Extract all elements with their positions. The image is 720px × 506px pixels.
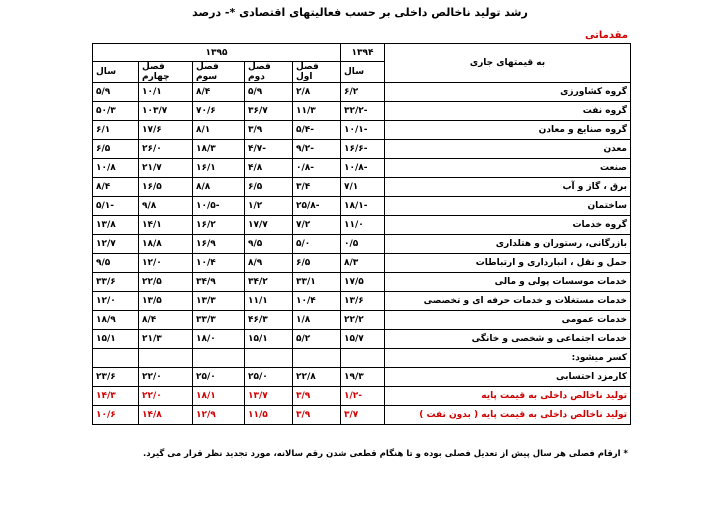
value-cell: ۲۱/۷ <box>139 159 193 178</box>
value-cell: ۸/۹ <box>245 254 293 273</box>
value-cell: -۱۸/۱ <box>341 197 385 216</box>
value-cell: -۱۰/۵ <box>193 197 245 216</box>
table-row <box>93 368 631 387</box>
table-row <box>93 83 631 102</box>
value-cell: ۵/۲ <box>293 330 341 349</box>
header-1394-year: سال <box>341 62 385 83</box>
value-cell: ۱۸/۱ <box>193 387 245 406</box>
value-cell: ۳۳/۶ <box>93 273 139 292</box>
table-row <box>93 406 631 425</box>
value-cell: -۵/۱ <box>93 197 139 216</box>
value-cell: ۱/۸ <box>293 311 341 330</box>
value-cell: ۶/۱ <box>93 121 139 140</box>
table-row <box>93 254 631 273</box>
value-cell: ۳۴/۲ <box>245 273 293 292</box>
value-cell: ۱۳/۷ <box>245 387 293 406</box>
value-cell: ۱۸/۸ <box>139 235 193 254</box>
value-cell: -۱۰/۱ <box>341 121 385 140</box>
value-cell: ۱۵/۱ <box>93 330 139 349</box>
value-cell: ۱۲/۰ <box>139 254 193 273</box>
value-cell: -۱۶/۶ <box>341 140 385 159</box>
value-cell: ۳/۹ <box>293 406 341 425</box>
value-cell: ۲۶/۰ <box>139 140 193 159</box>
value-cell: ۱۹/۳ <box>341 368 385 387</box>
value-cell: ۶/۵ <box>93 140 139 159</box>
value-cell: ۳۴/۹ <box>193 273 245 292</box>
value-cell: ۱۷/۵ <box>341 273 385 292</box>
header-row-label: به قیمتهای جاری <box>385 44 631 83</box>
value-cell: ۲۲/۰ <box>139 387 193 406</box>
row-label: کسر میشود: <box>385 349 631 368</box>
table-row <box>93 273 631 292</box>
value-cell: ۱۰/۱ <box>139 83 193 102</box>
value-cell: ۹/۵ <box>93 254 139 273</box>
row-label: خدمات اجتماعی و شخصی و خانگی <box>385 330 631 349</box>
value-cell: ۴/۸ <box>245 159 293 178</box>
row-label: حمل و نقل ، انبارداری و ارتباطات <box>385 254 631 273</box>
value-cell: -۴/۷ <box>245 140 293 159</box>
value-cell: ۱۷/۶ <box>139 121 193 140</box>
value-cell: ۲۳/۶ <box>93 368 139 387</box>
value-cell: ۱۰/۶ <box>93 406 139 425</box>
value-cell: ۷۰/۶ <box>193 102 245 121</box>
value-cell: ۱۵/۷ <box>341 330 385 349</box>
value-cell: ۱۶/۹ <box>193 235 245 254</box>
header-q3: فصل سوم <box>193 62 245 83</box>
value-cell: ۴۶/۳ <box>245 311 293 330</box>
preliminary-label: مقدماتی <box>585 30 628 41</box>
table-row <box>93 178 631 197</box>
value-cell: ۲۵/۰ <box>193 368 245 387</box>
row-label: خدمات مستغلات و خدمات حرفه ای و تخصصی <box>385 292 631 311</box>
table-row <box>93 235 631 254</box>
value-cell <box>293 349 341 368</box>
value-cell: ۱۷/۷ <box>245 216 293 235</box>
value-cell: ۱۰/۴ <box>293 292 341 311</box>
value-cell: ۵۰/۳ <box>93 102 139 121</box>
header-q1: فصل اول <box>293 62 341 83</box>
page-title: رشد تولید ناخالص داخلی بر حسب فعالیتهای اقتصادی *- درصد <box>192 6 528 19</box>
value-cell: ۲۵/۰ <box>245 368 293 387</box>
value-cell: ۱۳/۳ <box>193 292 245 311</box>
value-cell: ۷/۱ <box>341 178 385 197</box>
value-cell: -۵/۴ <box>293 121 341 140</box>
value-cell: ۱۴/۳ <box>93 387 139 406</box>
value-cell: ۶/۵ <box>293 254 341 273</box>
value-cell: ۱۱/۰ <box>341 216 385 235</box>
value-cell: ۳/۹ <box>293 387 341 406</box>
value-cell: ۱۵/۱ <box>245 330 293 349</box>
value-cell: ۱۲/۷ <box>93 235 139 254</box>
value-cell: ۵/۰ <box>293 235 341 254</box>
row-label: صنعت <box>385 159 631 178</box>
value-cell: ۳/۴ <box>293 178 341 197</box>
row-label: برق ، گاز و آب <box>385 178 631 197</box>
value-cell: ۶/۵ <box>245 178 293 197</box>
value-cell: ۱۶/۱ <box>193 159 245 178</box>
value-cell: ۱۴/۱ <box>139 216 193 235</box>
value-cell: ۸/۸ <box>193 178 245 197</box>
header-year-1394: ۱۳۹۴ <box>341 44 385 62</box>
value-cell: ۱۸/۹ <box>93 311 139 330</box>
value-cell: ۱/۲ <box>245 197 293 216</box>
table-row <box>93 216 631 235</box>
value-cell: ۸/۱ <box>193 121 245 140</box>
value-cell: ۸/۳ <box>341 254 385 273</box>
row-label: گروه نفت <box>385 102 631 121</box>
value-cell: ۳/۷ <box>341 406 385 425</box>
value-cell: ۱۸/۰ <box>193 330 245 349</box>
table-row <box>93 311 631 330</box>
gdp-growth-table <box>92 43 631 425</box>
table-row <box>93 121 631 140</box>
value-cell: ۸/۴ <box>193 83 245 102</box>
header-q2: فصل دوم <box>245 62 293 83</box>
value-cell: -۰/۸ <box>293 159 341 178</box>
row-label: گروه کشاورزی <box>385 83 631 102</box>
value-cell: ۱۱/۱ <box>245 292 293 311</box>
value-cell: ۲۲/۰ <box>139 368 193 387</box>
value-cell: ۰/۵ <box>341 235 385 254</box>
value-cell: -۱/۲ <box>341 387 385 406</box>
value-cell: ۱۴/۸ <box>139 406 193 425</box>
value-cell: ۳۳/۳ <box>193 311 245 330</box>
value-cell: ۲۲/۸ <box>293 368 341 387</box>
value-cell: ۱۳/۵ <box>139 292 193 311</box>
value-cell: ۱۶/۵ <box>139 178 193 197</box>
table-row <box>93 159 631 178</box>
row-label: تولید ناخالص داخلی به قیمت پایه <box>385 387 631 406</box>
row-label: تولید ناخالص داخلی به قیمت پایه ( بدون نفت ) <box>385 406 631 425</box>
value-cell: ۱۳/۶ <box>341 292 385 311</box>
value-cell <box>341 349 385 368</box>
row-label: خدمات عمومی <box>385 311 631 330</box>
value-cell: ۱۸/۳ <box>193 140 245 159</box>
table-row <box>93 330 631 349</box>
row-label: بازرگانی، رستوران و هتلداری <box>385 235 631 254</box>
value-cell: ۱۲/۹ <box>193 406 245 425</box>
value-cell: -۹/۲ <box>293 140 341 159</box>
row-label: گروه صنایع و معادن <box>385 121 631 140</box>
footnote: * ارقام فصلی هر سال پیش از تعدیل فصلی بوده و تا هنگام قطعی شدن رقم سالانه، مورد تجدید نظر قرار می گیرد. <box>142 449 628 459</box>
value-cell: ۱۳/۸ <box>93 216 139 235</box>
value-cell: ۱۱/۳ <box>293 102 341 121</box>
row-label: کارمزد احتسابی <box>385 368 631 387</box>
value-cell: ۱۲/۰ <box>93 292 139 311</box>
value-cell: ۲۱/۳ <box>139 330 193 349</box>
value-cell <box>245 349 293 368</box>
value-cell: ۲۲/۲ <box>341 311 385 330</box>
value-cell: ۱۰/۴ <box>193 254 245 273</box>
value-cell: -۱۰/۸ <box>341 159 385 178</box>
value-cell: ۳۳/۱ <box>293 273 341 292</box>
header-1395-year: سال <box>93 62 139 83</box>
value-cell: ۹/۵ <box>245 235 293 254</box>
value-cell <box>193 349 245 368</box>
value-cell: ۳۶/۷ <box>245 102 293 121</box>
table-row <box>93 387 631 406</box>
value-cell: ۱۱/۵ <box>245 406 293 425</box>
value-cell: ۱۰۳/۷ <box>139 102 193 121</box>
value-cell: ۹/۸ <box>139 197 193 216</box>
row-label: گروه خدمات <box>385 216 631 235</box>
row-label: ساختمان <box>385 197 631 216</box>
table-row <box>93 102 631 121</box>
value-cell: ۵/۹ <box>245 83 293 102</box>
value-cell: ۲/۸ <box>293 83 341 102</box>
value-cell: ۱۰/۸ <box>93 159 139 178</box>
value-cell: ۱۶/۲ <box>193 216 245 235</box>
table-row <box>93 197 631 216</box>
table-row <box>93 292 631 311</box>
value-cell: ۵/۹ <box>93 83 139 102</box>
value-cell: -۳۲/۲ <box>341 102 385 121</box>
value-cell <box>93 349 139 368</box>
value-cell: ۶/۲ <box>341 83 385 102</box>
row-label: خدمات موسسات پولی و مالی <box>385 273 631 292</box>
value-cell: -۲۵/۸ <box>293 197 341 216</box>
value-cell: ۷/۲ <box>293 216 341 235</box>
value-cell: ۸/۴ <box>139 311 193 330</box>
table-row <box>93 140 631 159</box>
table-row <box>93 349 631 368</box>
header-year-1395: ۱۳۹۵ <box>93 44 341 62</box>
value-cell: ۳/۹ <box>245 121 293 140</box>
row-label: معدن <box>385 140 631 159</box>
value-cell: ۸/۴ <box>93 178 139 197</box>
value-cell <box>139 349 193 368</box>
header-q4: فصل چهارم <box>139 62 193 83</box>
value-cell: ۲۲/۵ <box>139 273 193 292</box>
